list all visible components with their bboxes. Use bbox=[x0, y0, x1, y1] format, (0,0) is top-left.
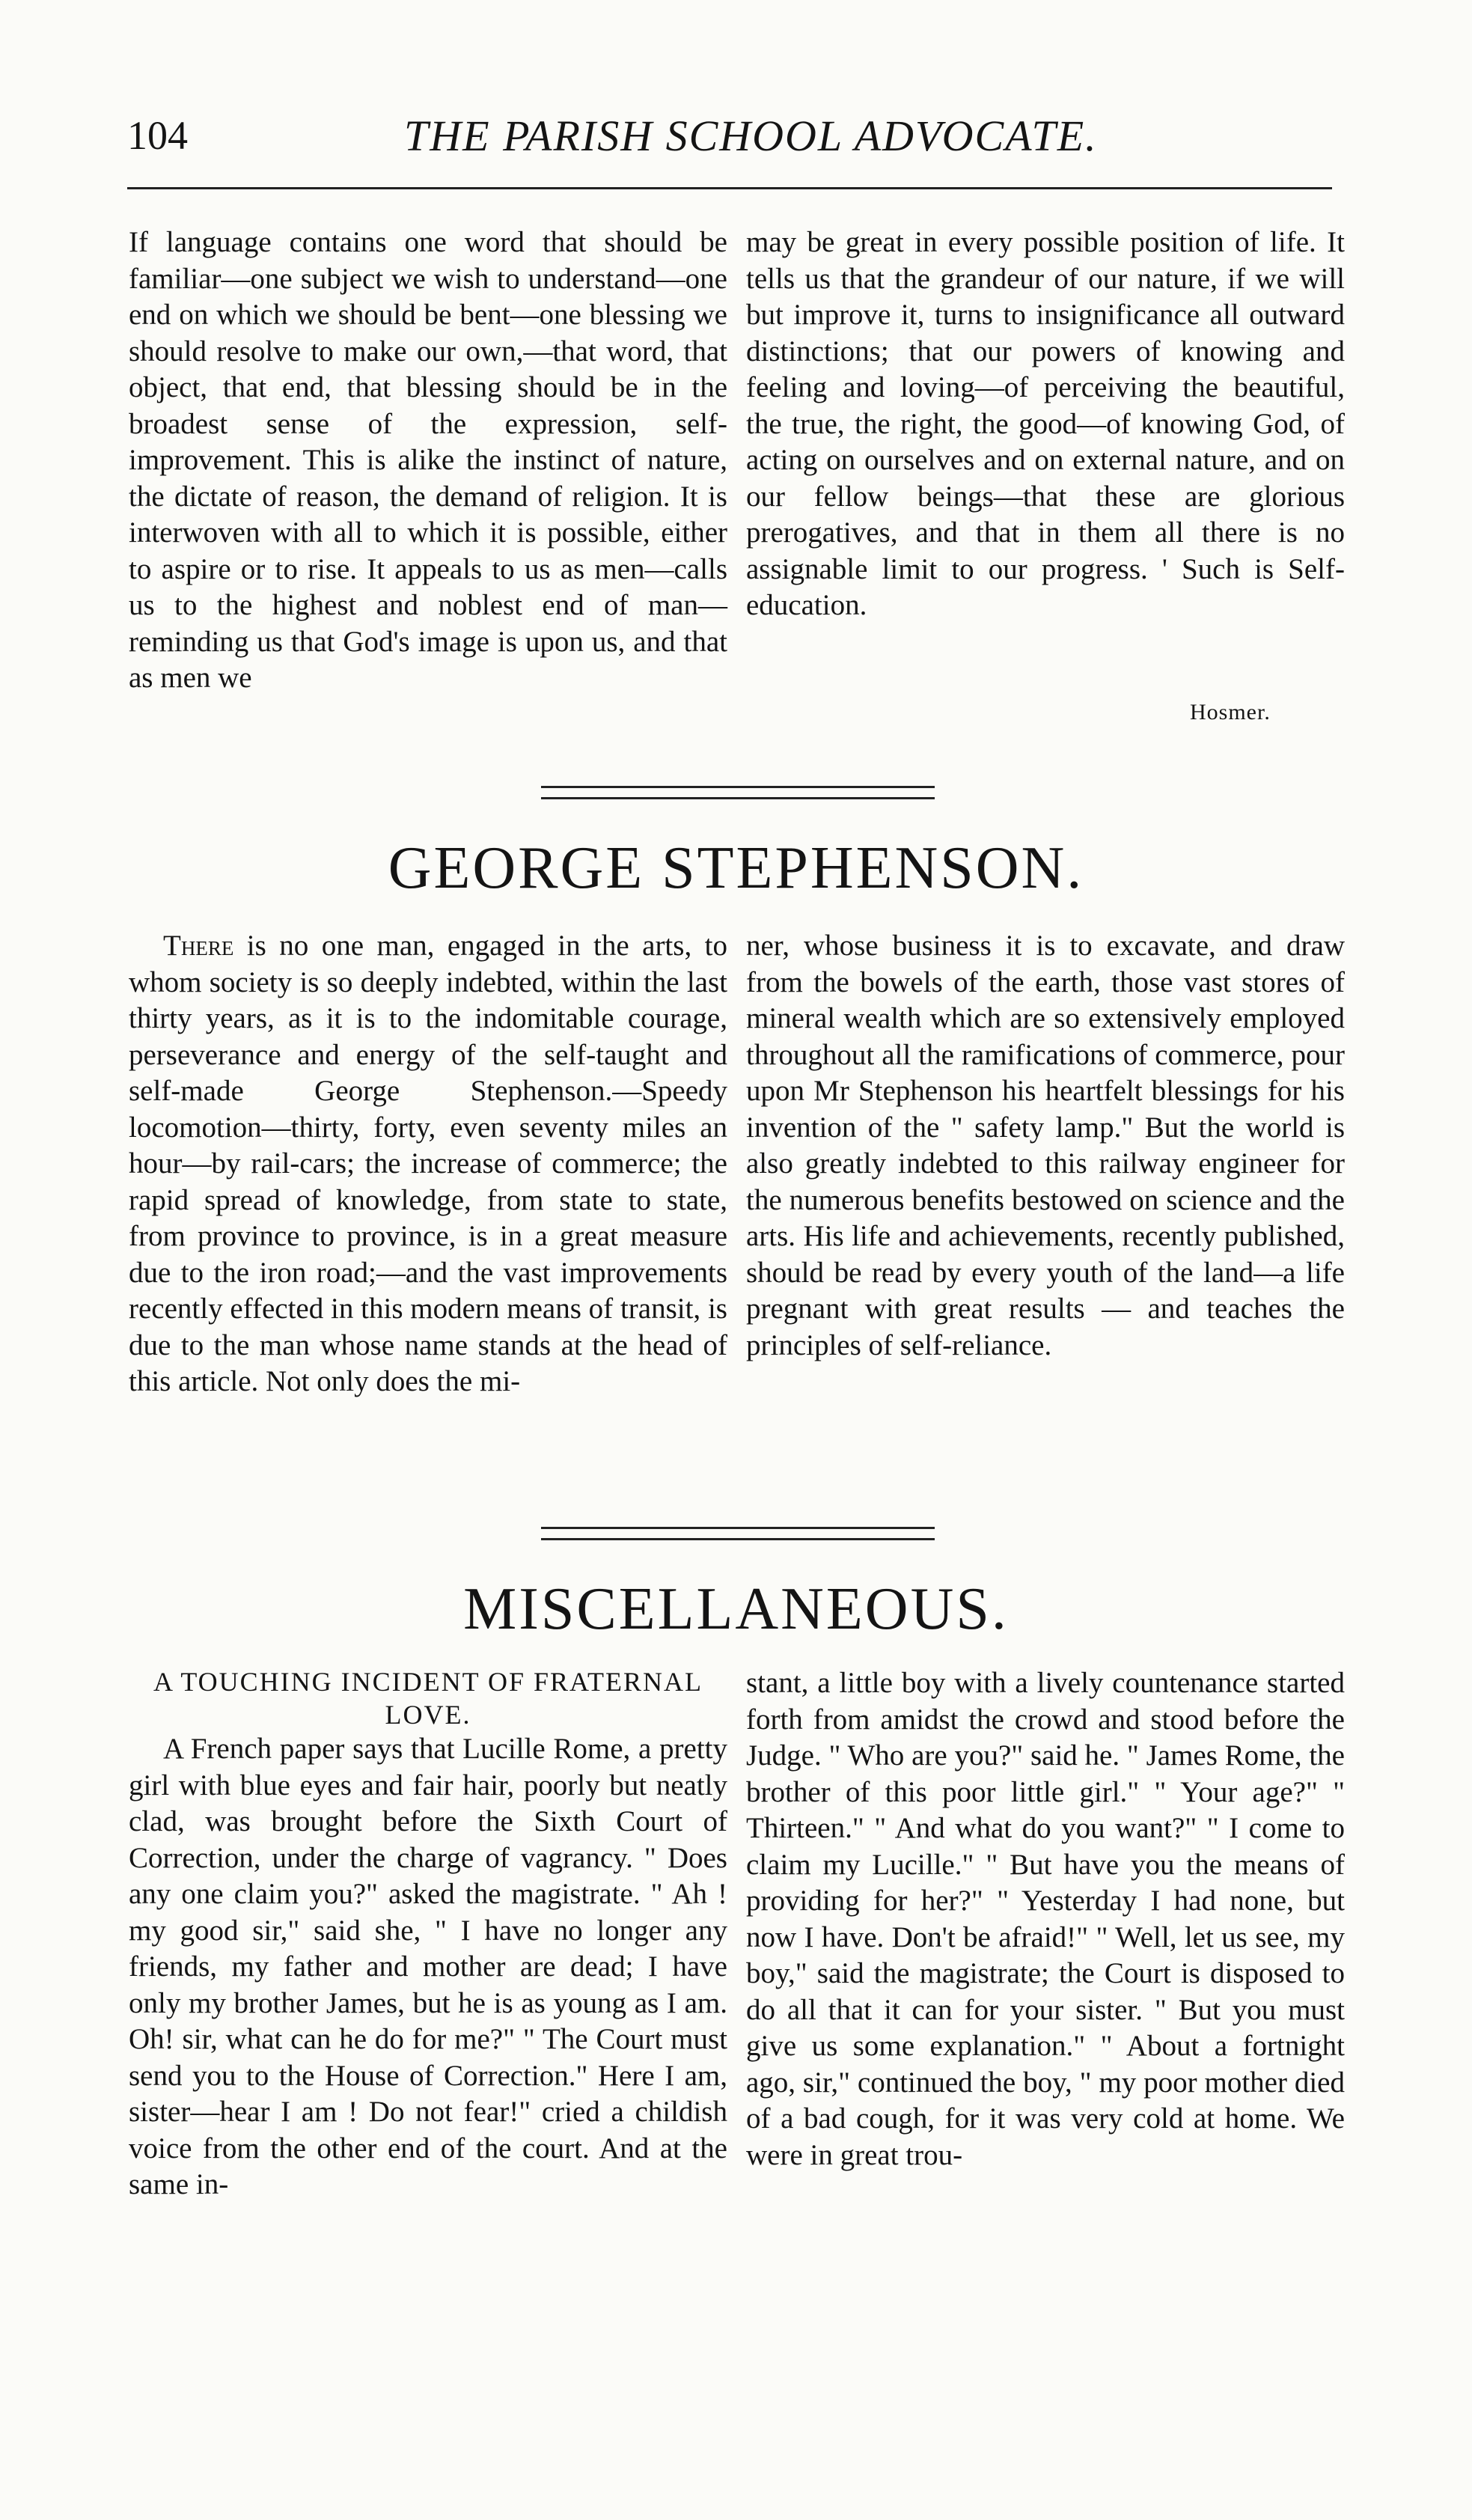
miscellaneous-heading: MISCELLANEOUS. bbox=[463, 1576, 1009, 1642]
stephenson-paragraph-left bbox=[129, 928, 727, 1400]
self-education-right-column bbox=[746, 225, 1345, 624]
article-subheading: A TOUCHING INCIDENT OF FRATERNAL LOVE. bbox=[153, 1667, 703, 1730]
stephenson-right-column bbox=[746, 928, 1345, 1364]
miscellaneous-left-column bbox=[129, 1665, 727, 2203]
self-education-text-left: If language contains one word that should be familiar—one subject we wish to understand—one end on which we should be bent—one blessing we should resolve to make our own,—that word, that object, that end, that blessing should be in the broadest sense of the expression, self-improvement. This is alike the instinct of nature, the dictate of reason, the demand of religion. It is interwoven with all to which it is possible, either to aspire or to rise. It appeals to us as men—calls us to the highest and noblest end of man—reminding us that God's image is upon us, and that as men we bbox=[129, 226, 727, 694]
header-rule bbox=[127, 187, 1332, 189]
signature: Hosmer. bbox=[1190, 700, 1271, 724]
section-divider bbox=[541, 1527, 935, 1540]
miscellaneous-right-column bbox=[746, 1665, 1345, 2173]
stephenson-text-right: ner, whose business it is to excavate, and draw from the bowels of the earth, those vast stores of mineral wealth which are so extensively employed throughout all the ramifications of commerce, pour upon Mr Stephenson his heartfelt blessings for his invention of the " safety lamp." But the world is also greatly indebted to this railway engineer for the numerous benefits bestowed on science and the arts. His life and achievements, recently published, should be read by every youth of the land—a life pregnant with great results — and teaches the principles of self-reliance. bbox=[746, 930, 1345, 1361]
journal-title: THE PARISH SCHOOL ADVOCATE. bbox=[404, 112, 1098, 160]
section-divider bbox=[541, 786, 935, 799]
stephenson-heading: GEORGE STEPHENSON. bbox=[388, 835, 1084, 901]
running-head bbox=[127, 105, 1399, 165]
self-education-text-right: may be great in every possible position of life. It tells us that the grandeur of our nature, if we will but improve it, turns to insignificance all outward distinctions; that our powers of knowing and feeling and loving—of perceiving the beautiful, the true, the right, the good—of knowing God, of acting on ourselves and on external nature, and on our fellow beings—that these are glorious prerogatives, and that in them all there is no assignable limit to our progress. ' Such is Self-education. bbox=[746, 226, 1345, 621]
stephenson-text-left: is no one man, engaged in the arts, to whom society is so deeply indebted, within the last thirty years, as it is to the indomitable courage, perseverance and energy of the self-taught and self-made George Stephenson.—Speedy locomotion—thirty, forty, even seventy miles an hour—by rail-cars; the increase of commerce; the rapid spread of knowledge, from state to state, from province to province, is in a great measure due to the iron road;—and the vast improvements recently effected in this modern means of transit, is due to the man whose name stands at the head of this article. Not only does the mi- bbox=[129, 930, 727, 1397]
self-education-left-column bbox=[129, 225, 727, 697]
page-number: 104 bbox=[127, 113, 188, 158]
miscellaneous-text-right: stant, a little boy with a lively countenance started forth from amidst the crowd and stood before the Judge. " Who are you?" said he. " James Rome, the brother of this poor little girl." " Your age?" " Thirteen." " And what do you want?" " I come to claim my Lucille." " But have you the means of providing for her?" " Yesterday I had none, but now I have. Don't be afraid!" " Well, let us see, my boy," said the magistrate; the Court is disposed to do all that it can for your sister. " But you must give us some explanation." " About a fortnight ago, sir," continued the boy, " my poor mother died of a bad cough, for it was very cold at home. We were in great trou- bbox=[746, 1667, 1345, 2171]
miscellaneous-text-left: A French paper says that Lucille Rome, a pretty girl with blue eyes and fair hair, poorly but neatly clad, was brought before the Sixth Court of Correction, under the charge of vagrancy. " Does any one claim you?" asked the magistrate. " Ah ! my good sir," said she, " I have no longer any friends, my father and mother are dead; I have only my brother James, but he is as young as I am. Oh! sir, what can he do for me?" " The Court must send you to the House of Correction." Here I am, sister—hear I am ! Do not fear!" cried a childish voice from the other end of the court. And at the same in- bbox=[129, 1733, 727, 2200]
stephenson-first-word: There bbox=[163, 930, 234, 962]
stephenson-left-column bbox=[129, 928, 727, 1400]
